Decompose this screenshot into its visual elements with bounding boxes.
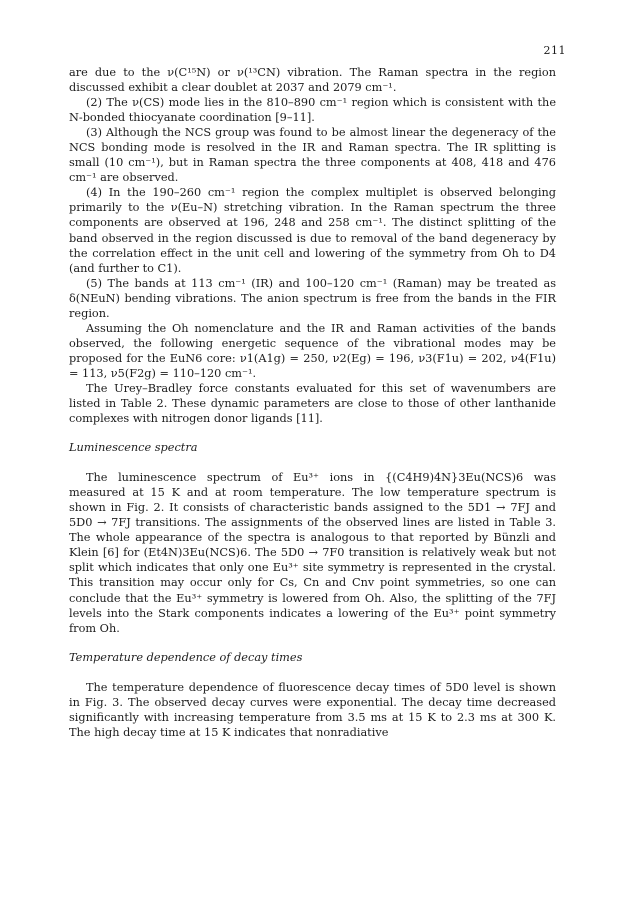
paragraph-7: The Urey–Bradley force constants evaluated for this set of wavenumbers are listed in Table 2. These dynamic parameters are close to those of other lanthanide complexes with nitrogen donor ligands [11]. (69, 381, 556, 426)
paragraph-6: Assuming the Oh nomenclature and the IR and Raman activities of the bands observed, the following energetic sequence of the vibrational modes may be proposed for the EuN6 core: ν1(A1g) = 250, ν2(Eg) = 196, ν3(F1u) = 202, ν4(F1u) = 113, ν5(F2g) = 110–120 cm⁻¹. (69, 321, 556, 380)
paragraph-8: The luminescence spectrum of Eu³⁺ ions in {(C4H9)4N}3Eu(NCS)6 was measured at 15 K and at room temperature. The low temperature spectrum is shown in Fig. 2. It consists of characteristic bands assigned to the 5D1 → 7FJ and 5D0 → 7FJ transitions. The assignments of the observed lines are listed in Table 3. The whole appearance of the spectra is analogous to that reported by Bünzli and Klein [6] for (Et4N)3Eu(NCS)6. The 5D0 → 7F0 transition is relatively weak but not split which indicates that only one Eu³⁺ site symmetry is represented in the crystal. This transition may occur only for Cs, Cn and Cnv point symmetries, so one can conclude that the Eu³⁺ symmetry is lowered from Oh. Also, the splitting of the 7FJ levels into the Stark components indicates a lowering of the Eu³⁺ point symmetry from Oh. (69, 471, 556, 635)
section-heading-temperature: Temperature dependence of decay times (69, 650, 303, 664)
paragraph-4: (4) In the 190–260 cm⁻¹ region the complex multiplet is observed belonging primarily to the ν(Eu–N) stretching vibration. In the Raman spectrum the three components are observed at 196, 248 and 258 cm⁻¹. The distinct splitting of the band observed in the region discussed is due to removal of the band degeneracy by the correlation effect in the unit cell and lowering of the symmetry from Oh to D4 (and further to C1). (69, 186, 556, 275)
paragraph-5: (5) The bands at 113 cm⁻¹ (IR) and 100–120 cm⁻¹ (Raman) may be treated as δ(NEuN) bending vibrations. The anion spectrum is free from the bands in the FIR region. (69, 276, 556, 320)
paragraph-3: (3) Although the NCS group was found to be almost linear the degeneracy of the NCS bonding mode is resolved in the IR and Raman spectra. The IR splitting is small (10 cm⁻¹), but in Raman spectra the three components at 408, 418 and 476 cm⁻¹ are observed. (69, 126, 556, 185)
section-heading-luminescence: Luminescence spectra (69, 441, 198, 455)
paragraph-2: (2) The ν(CS) mode lies in the 810–890 cm⁻¹ region which is consistent with the N-bonded thiocyanate coordination [9–11]. (69, 96, 556, 125)
paragraph-9: The temperature dependence of fluorescence decay times of 5D0 level is shown in Fig. 3. The observed decay curves were exponential. The decay time decreased significantly with increasing temperature from 3.5 ms at 15 K to 2.3 ms at 300 K. The high decay time at 15 K indicates that nonradiative (69, 680, 556, 739)
page-number: 211 (543, 44, 566, 57)
paragraph-1: are due to the ν(C¹⁵N) or ν(¹³CN) vibration. The Raman spectra in the region discussed exhibit a clear doublet at 2037 and 2079 cm⁻¹. (69, 66, 556, 95)
body-text (69, 65, 556, 740)
